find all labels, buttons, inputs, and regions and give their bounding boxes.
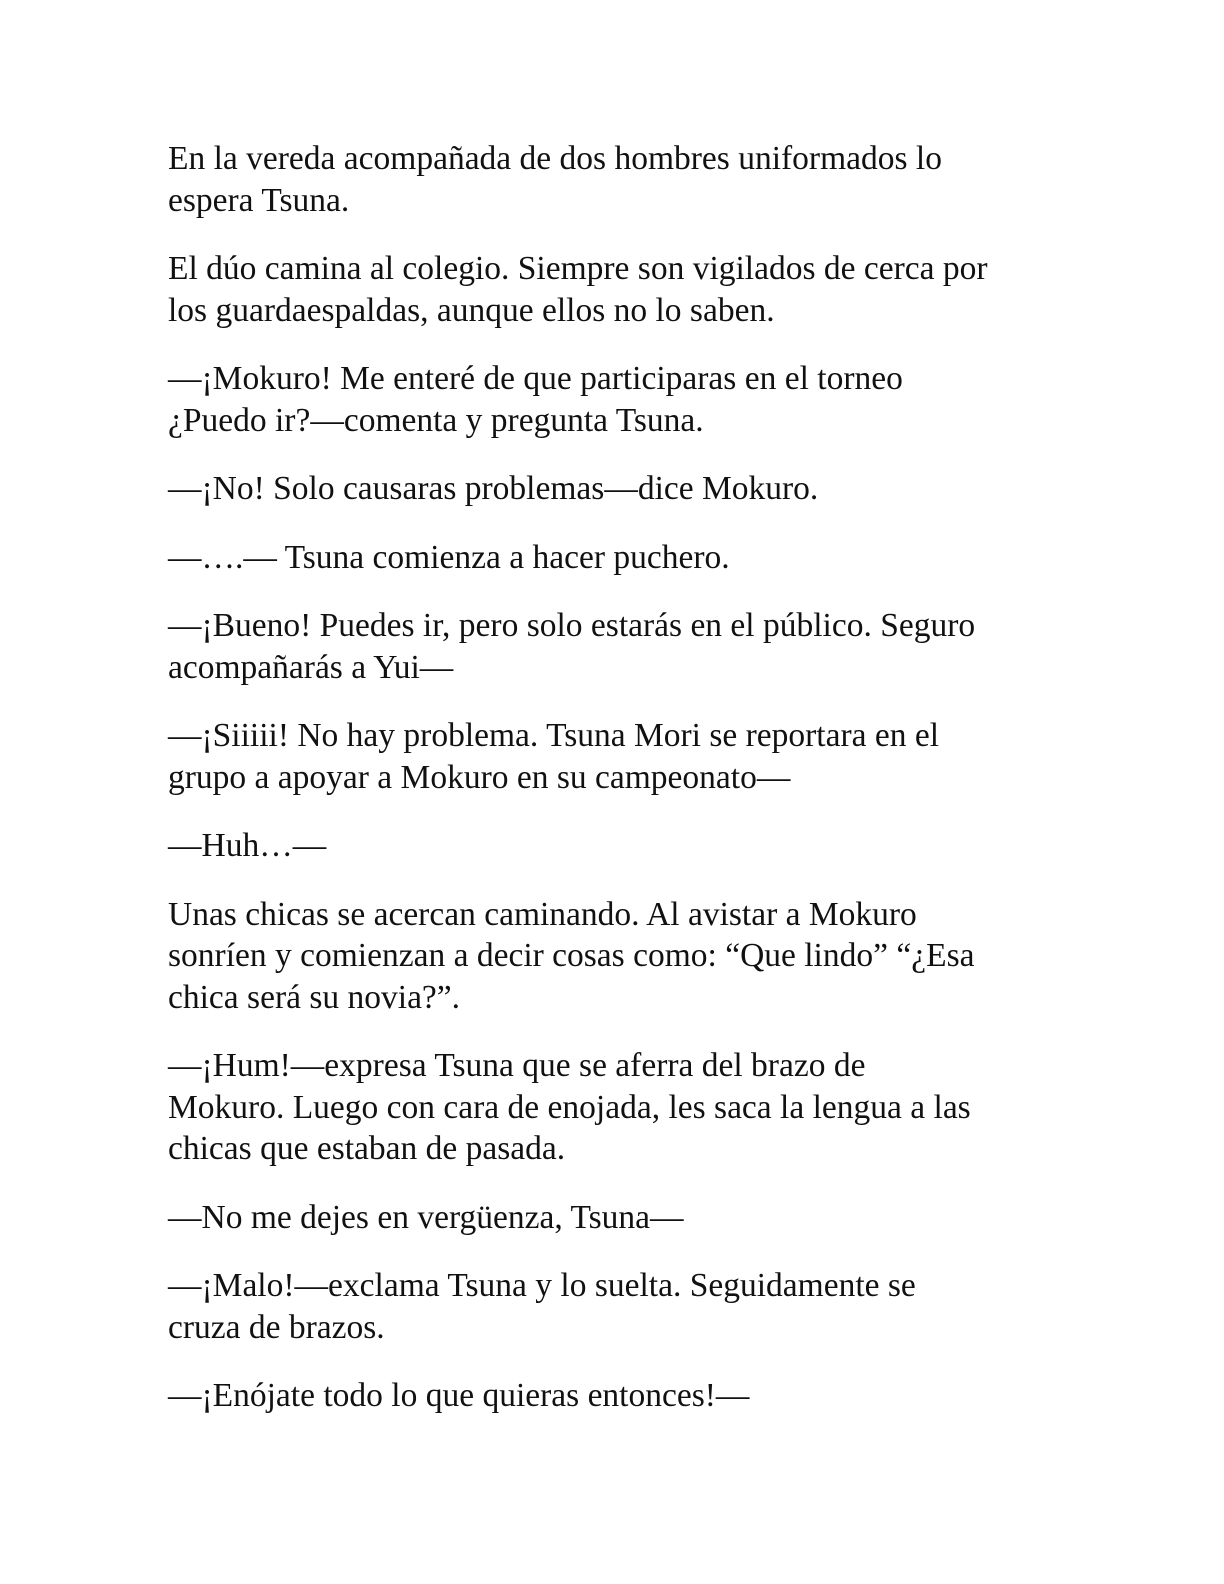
paragraph: —¡No! Solo causaras problemas—dice Mokuro.	[168, 470, 819, 507]
paragraph: En la vereda acompañada de dos hombres uniformados lo espera Tsuna.	[168, 140, 942, 219]
paragraph: —¡Siiiii! No hay problema. Tsuna Mori se reportara en el grupo a apoyar a Mokuro en su campeonato—	[168, 717, 940, 796]
paragraph: Unas chicas se acercan caminando. Al avistar a Mokuro sonríen y comienzan a decir cosas como: “Que lindo” “¿Esa chica será su novia?”.	[168, 895, 975, 1016]
paragraph: —¡Malo!—exclama Tsuna y lo suelta. Seguidamente se cruza de brazos.	[168, 1267, 916, 1346]
paragraph: —Huh…—	[168, 827, 327, 864]
body-text	[168, 138, 1058, 1444]
paragraph: —¡Hum!—expresa Tsuna que se aferra del brazo de Mokuro. Luego con cara de enojada, les saca la lengua a las chicas que estaban de pasada.	[168, 1047, 971, 1167]
paragraph: —….— Tsuna comienza a hacer puchero.	[168, 538, 730, 576]
paragraph: El dúo camina al colegio. Siempre son vigilados de cerca por los guardaespaldas, aunque ellos no lo saben.	[168, 250, 988, 329]
paragraph: —No me dejes en vergüenza, Tsuna—	[168, 1198, 684, 1236]
paragraph: —¡Enójate todo lo que quieras entonces!—	[168, 1377, 750, 1414]
paragraph: —¡Bueno! Puedes ir, pero solo estarás en el público. Seguro acompañarás a Yui—	[168, 607, 976, 686]
paragraph: —¡Mokuro! Me enteré de que participaras en el torneo ¿Puedo ir?—comenta y pregunta Tsuna.	[168, 360, 903, 439]
